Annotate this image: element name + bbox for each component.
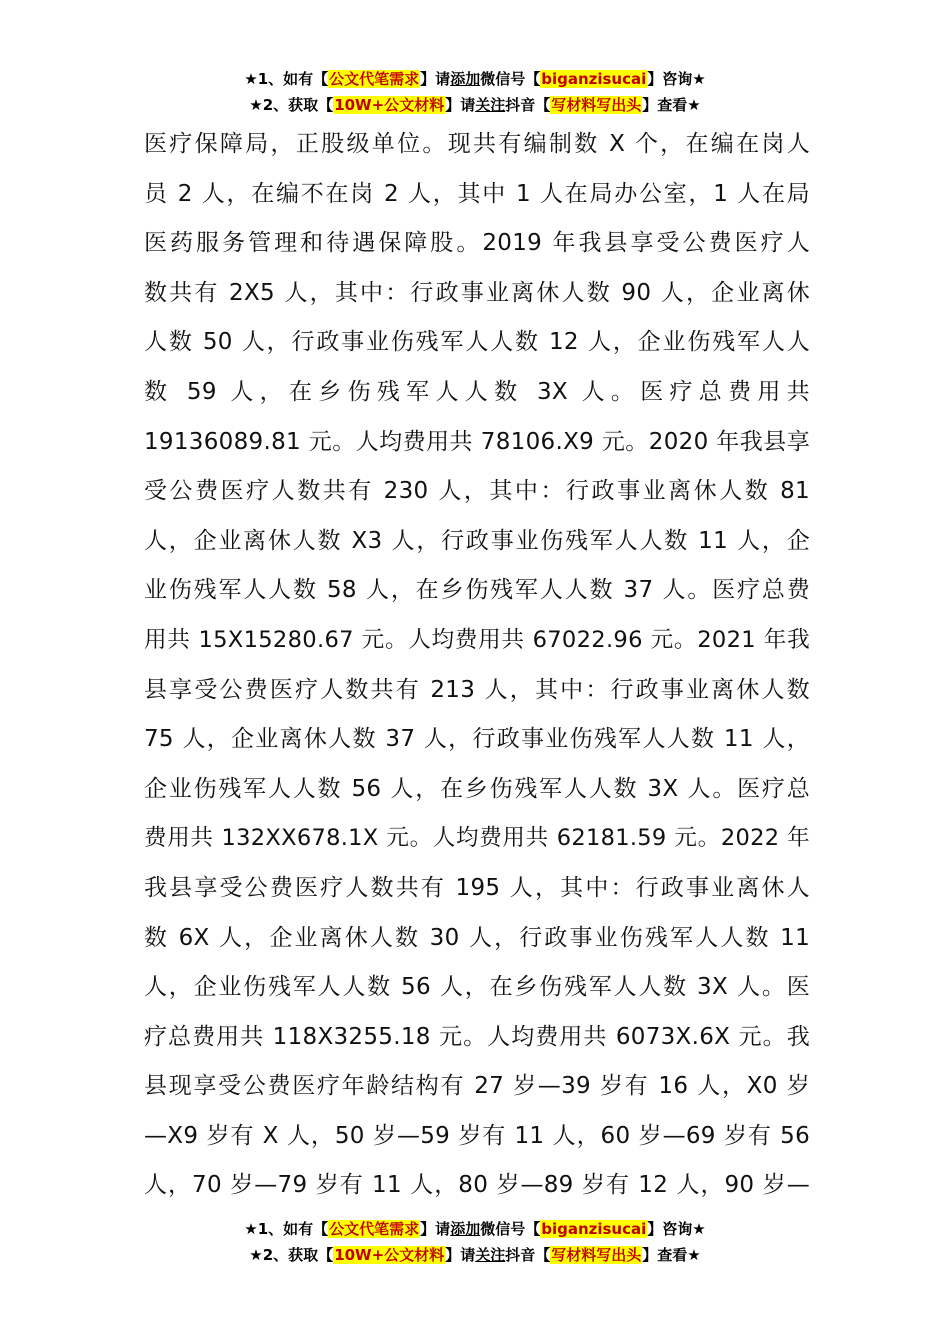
footer-banner [0,1216,950,1268]
body-line: 县享受公费医疗人数共有 213 人，其中：行政事业离休人数 [144,676,810,703]
body-line: 75 人，企业离休人数 37 人，行政事业伤残军人人数 11 人， [144,726,810,753]
banner-highlight: 写材料写出头 [551,1246,642,1264]
banner-text: ★2、获取【 [249,96,334,114]
banner-highlight: biganzisucai [541,70,647,88]
banner-line-1 [0,66,950,92]
banner-text: 】请 [420,70,451,88]
banner-text: 】咨询★ [647,70,706,88]
body-line: 人数 50 人，行政事业伤残军人人数 12 人，企业伤残军人人 [144,329,810,356]
document-body [144,120,810,1211]
body-line: 疗总费用共 118X3255.18 元。人均费用共 6073X.6X 元。我 [144,1023,810,1050]
body-line: 费用共 132XX678.1X 元。人均费用共 62181.59 元。2022 年 [144,825,810,852]
body-line: 人，企业离休人数 X3 人，行政事业伤残军人人数 11 人，企 [144,527,810,554]
body-line: 县现享受公费医疗年龄结构有 27 岁—39 岁有 16 人，X0 岁 [144,1073,810,1100]
body-line: 数 6X 人，企业离休人数 30 人，行政事业伤残军人人数 11 [144,924,810,951]
banner-highlight: 10W+公文材料 [334,1246,445,1264]
body-line: 医疗保障局，正股级单位。现共有编制数 X 个，在编在岗人 [144,131,810,157]
banner-text: 】查看★ [642,1246,701,1264]
body-line: 员 2 人，在编不在岗 2 人，其中 1 人在局办公室，1 人在局 [144,180,810,207]
body-line: 企业伤残军人人数 56 人，在乡伤残军人人数 3X 人。医疗总 [144,775,810,802]
banner-text: ★1、如有【 [244,70,329,88]
banner-highlight: 写材料写出头 [551,96,642,114]
banner-text: ★2、获取【 [249,1246,334,1264]
body-line: 数 59 人，在乡伤残军人人数 3X 人。医疗总费用共 [144,378,810,405]
body-line: 业伤残军人人数 58 人，在乡伤残军人人数 37 人。医疗总费 [144,577,810,604]
banner-underlined: 关注 [475,96,506,114]
body-line: 医药服务管理和待遇保障股。2019 年我县享受公费医疗人 [144,230,810,257]
banner-text: 】查看★ [642,96,701,114]
banner-text: 抖音【 [505,1246,551,1264]
body-line: 人，企业伤残军人人数 56 人，在乡伤残军人人数 3X 人。医 [144,974,810,1001]
banner-text: 】请 [445,96,476,114]
banner-text: 微信号【 [480,1220,541,1238]
banner-line-2 [0,92,950,118]
banner-underlined: 添加 [450,1220,481,1238]
banner-highlight: 公文代笔需求 [329,1220,420,1238]
banner-text: 】请 [445,1246,476,1264]
body-line: 19136089.81 元。人均费用共 78106.X9 元。2020 年我县享 [144,428,810,455]
header-banner [0,66,950,118]
body-line: —X9 岁有 X 人，50 岁—59 岁有 11 人，60 岁—69 岁有 56 [144,1122,810,1149]
banner-text: 】咨询★ [647,1220,706,1238]
banner-line-2 [0,1242,950,1268]
banner-text: 抖音【 [505,96,551,114]
banner-line-1 [0,1216,950,1242]
body-line: 数共有 2X5 人，其中：行政事业离休人数 90 人，企业离休 [144,279,810,306]
banner-underlined: 添加 [450,70,481,88]
body-line: 用共 15X15280.67 元。人均费用共 67022.96 元。2021 年我 [144,626,810,653]
body-line: 我县享受公费医疗人数共有 195 人，其中：行政事业离休人 [144,874,810,901]
banner-highlight: biganzisucai [541,1220,647,1238]
banner-text: ★1、如有【 [244,1220,329,1238]
banner-underlined: 关注 [475,1246,506,1264]
banner-highlight: 公文代笔需求 [329,70,420,88]
body-line: 受公费医疗人数共有 230 人，其中：行政事业离休人数 81 [144,478,810,505]
banner-text: 】请 [420,1220,451,1238]
banner-highlight: 10W+公文材料 [334,96,445,114]
body-line: 人，70 岁—79 岁有 11 人，80 岁—89 岁有 12 人，90 岁— [144,1172,810,1199]
banner-text: 微信号【 [480,70,541,88]
